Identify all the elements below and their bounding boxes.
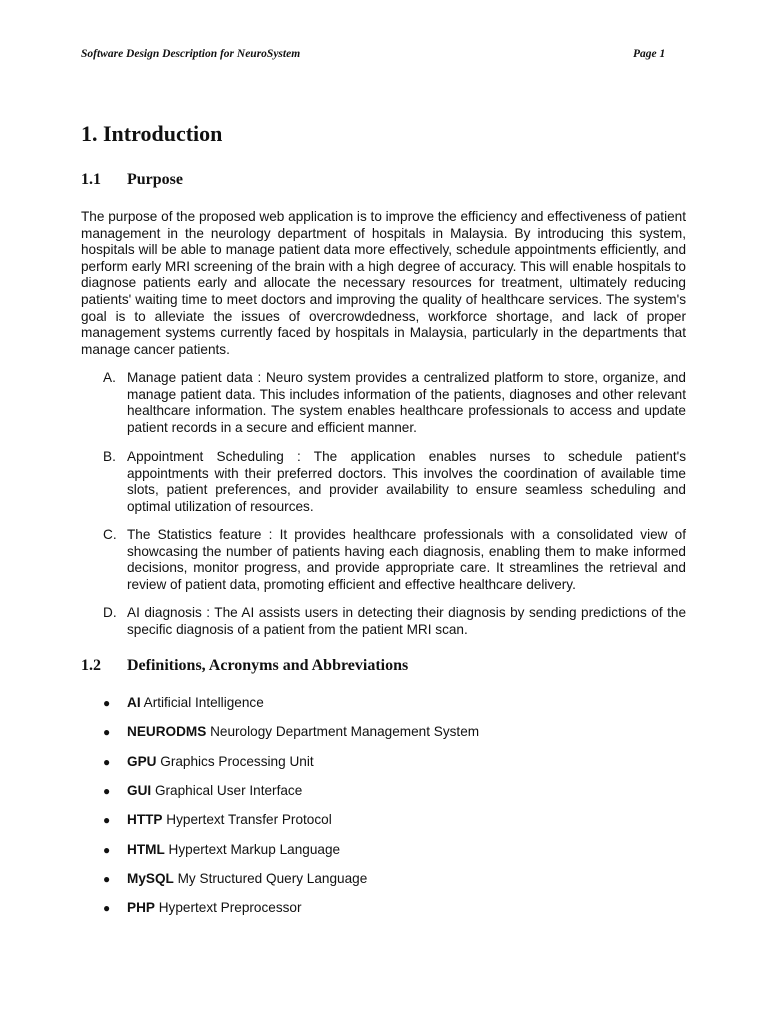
list-marker: A. [103,370,116,385]
definition-meaning: Graphical User Interface [154,783,303,798]
subsection-heading-definitions [81,657,408,675]
subsection-number: 1.2 [81,657,101,674]
list-item-text: The Statistics feature : It provides healthcare professionals with a consolidated view of showcasing the number of patients having each diagnosis, enabling them to make informed decisions, monitor progress, and provide appropriate care. It streamlines the retrieval and review of patient data, promoting efficient and effective healthcare delivery. [127,527,686,592]
purpose-paragraph: The purpose of the proposed web application is to improve the efficiency and effectiveness of patient management in the neurology department of hospitals in Malaysia. By introducing this system, hospitals will be able to manage patient data more effectively, schedule appointments efficiently, and perform early MRI screening of the brain with a high degree of accuracy. This will enable hospitals to diagnose patients early and allocate the necessary resources for treatment, ultimately reducing patients' waiting time to meet doctors and improving the quality of healthcare services. The system's goal is to alleviate the issues of overcrowdedness, workforce shortage, and lack of proper management systems currently faced by hospitals in Malaysia, particularly in the departments that manage cancer patients. [81,209,686,357]
list-item-text: Appointment Scheduling : The application enables nurses to schedule patient's appointments with their preferred doctors. This involves the coordination of available time slots, patient preferences, and provider availability to ensure seamless scheduling and optimal utilization of resources. [127,449,686,514]
definition-abbr: MySQL [127,871,174,886]
definition-abbr: AI [127,695,141,710]
definition-text [127,754,314,771]
subsection-title: Definitions, Acronyms and Abbreviations [127,657,409,674]
definition-meaning: Neurology Department Management System [210,724,480,739]
definition-text [127,871,367,888]
subsection-number: 1.1 [81,171,101,188]
list-item-text: AI diagnosis : The AI assists users in detecting their diagnosis by sending predictions of the specific diagnosis of a patient from the patient MRI scan. [127,605,686,637]
definition-abbr: NEURODMS [127,724,207,739]
bullet-icon: ● [103,725,111,739]
definition-meaning: Hypertext Transfer Protocol [166,812,332,827]
definition-text [127,783,302,800]
subsection-heading-purpose [81,171,183,189]
bullet-icon: ● [103,901,111,915]
list-marker: C. [103,527,117,542]
definition-meaning: Artificial Intelligence [143,695,264,710]
definition-meaning: Hypertext Markup Language [168,842,341,857]
page-number: Page 1 [633,48,666,60]
definition-abbr: HTTP [127,812,163,827]
bullet-icon: ● [103,813,111,827]
running-header-title: Software Design Description for NeuroSystem [81,48,301,60]
list-marker: B. [103,449,116,464]
definition-meaning: My Structured Query Language [177,871,368,886]
bullet-icon: ● [103,872,111,886]
definition-abbr: HTML [127,842,165,857]
definition-text [127,842,340,859]
definition-meaning: Hypertext Preprocessor [158,900,302,915]
bullet-icon: ● [103,843,111,857]
definition-text [127,695,264,712]
subsection-title: Purpose [127,171,183,188]
definition-abbr: GUI [127,783,152,798]
bullet-icon: ● [103,755,111,769]
definition-abbr: GPU [127,754,157,769]
definition-text [127,900,302,917]
section-heading-introduction: 1. Introduction [81,121,223,146]
bullet-icon: ● [103,784,111,798]
definition-text [127,724,479,741]
definition-abbr: PHP [127,900,155,915]
bullet-icon: ● [103,696,111,710]
definition-text [127,812,332,829]
list-item-text: Manage patient data : Neuro system provides a centralized platform to store, organize, and manage patient data. This includes information of the patients, diagnoses and other relevant healthcare information. The system enables healthcare professionals to access and update patient records in a secure and efficient manner. [127,370,686,435]
definition-meaning: Graphics Processing Unit [160,754,314,769]
list-marker: D. [103,605,117,620]
